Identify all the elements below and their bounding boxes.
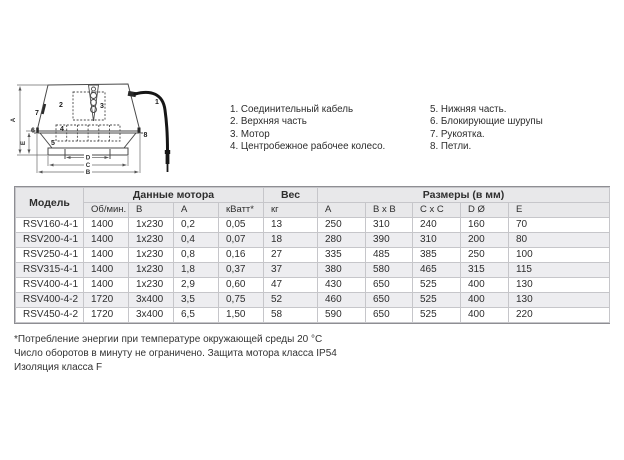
value-cell: 0,75 bbox=[219, 293, 264, 308]
model-cell: RSV250-4-1 bbox=[16, 248, 84, 263]
value-cell: 250 bbox=[461, 248, 509, 263]
value-cell: 3x400 bbox=[129, 308, 174, 323]
column-subheader: кг bbox=[264, 203, 318, 218]
footnote-line: Изоляция класса F bbox=[14, 362, 103, 373]
value-cell: 70 bbox=[509, 218, 610, 233]
legend-item: 2. Верхняя часть bbox=[230, 116, 307, 128]
value-cell: 220 bbox=[509, 308, 610, 323]
column-subheader: C x C bbox=[413, 203, 461, 218]
value-cell: 115 bbox=[509, 263, 610, 278]
legend-item: 7. Рукоятка. bbox=[430, 128, 485, 140]
value-cell: 0,05 bbox=[219, 218, 264, 233]
value-cell: 0,07 bbox=[219, 233, 264, 248]
legend-item: 1. Соединительный кабель bbox=[230, 104, 354, 115]
value-cell: 580 bbox=[366, 263, 413, 278]
value-cell: 1x230 bbox=[129, 233, 174, 248]
table-row bbox=[16, 233, 610, 248]
value-cell: 310 bbox=[413, 233, 461, 248]
callout-lower-part: 5 bbox=[51, 140, 55, 147]
dimensions-group-header: Размеры (в мм) bbox=[318, 188, 610, 203]
value-cell: 465 bbox=[413, 263, 461, 278]
callout-impeller: 4 bbox=[60, 126, 64, 133]
dim-label-c: C bbox=[85, 162, 91, 169]
model-cell: RSV400-4-1 bbox=[16, 278, 84, 293]
footnote-line: Число оборотов в минуту не ограничено. Защита мотора класса IP54 bbox=[14, 348, 337, 359]
value-cell: 160 bbox=[461, 218, 509, 233]
dim-label-b: B bbox=[85, 169, 91, 176]
value-cell: 1,8 bbox=[174, 263, 219, 278]
dim-label-d: D bbox=[85, 154, 91, 162]
value-cell: 650 bbox=[366, 293, 413, 308]
value-cell: 6,5 bbox=[174, 308, 219, 323]
value-cell: 1x230 bbox=[129, 278, 174, 293]
value-cell: 100 bbox=[509, 248, 610, 263]
value-cell: 1400 bbox=[84, 233, 129, 248]
value-cell: 37 bbox=[264, 263, 318, 278]
legend-item: 5. Нижняя часть. bbox=[430, 104, 507, 115]
hinge-mark bbox=[138, 128, 141, 133]
value-cell: 0,4 bbox=[174, 233, 219, 248]
value-cell: 250 bbox=[318, 218, 366, 233]
legend-item: 3. Мотор bbox=[230, 128, 270, 140]
model-cell: RSV400-4-2 bbox=[16, 293, 84, 308]
legend-item: 6. Блокирующие шурупы bbox=[430, 116, 543, 128]
callout-handle: 7 bbox=[35, 110, 39, 117]
table-row bbox=[16, 278, 610, 293]
value-cell: 3,5 bbox=[174, 293, 219, 308]
value-cell: 3x400 bbox=[129, 293, 174, 308]
legend-left bbox=[230, 104, 385, 153]
value-cell: 485 bbox=[366, 248, 413, 263]
value-cell: 80 bbox=[509, 233, 610, 248]
fan-diagram bbox=[4, 80, 229, 192]
spec-table-body bbox=[16, 218, 610, 323]
value-cell: 525 bbox=[413, 308, 461, 323]
dim-label-e: E bbox=[20, 140, 27, 146]
value-cell: 0,37 bbox=[219, 263, 264, 278]
model-cell: RSV160-4-1 bbox=[16, 218, 84, 233]
spec-table bbox=[15, 187, 610, 323]
value-cell: 27 bbox=[264, 248, 318, 263]
value-cell: 0,16 bbox=[219, 248, 264, 263]
value-cell: 650 bbox=[366, 278, 413, 293]
value-cell: 1400 bbox=[84, 218, 129, 233]
fan-diagram-drawing bbox=[4, 80, 229, 192]
value-cell: 240 bbox=[413, 218, 461, 233]
callout-cable: 1 bbox=[155, 99, 159, 106]
value-cell: 130 bbox=[509, 293, 610, 308]
legend-item: 8. Петли. bbox=[430, 140, 472, 152]
column-subheader: E bbox=[509, 203, 610, 218]
legend-right bbox=[430, 104, 543, 153]
callout-upper-part: 2 bbox=[59, 102, 63, 109]
table-row bbox=[16, 308, 610, 323]
value-cell: 52 bbox=[264, 293, 318, 308]
model-cell: RSV450-4-2 bbox=[16, 308, 84, 323]
column-subheader: В bbox=[129, 203, 174, 218]
value-cell: 280 bbox=[318, 233, 366, 248]
value-cell: 1x230 bbox=[129, 263, 174, 278]
value-cell: 0,8 bbox=[174, 248, 219, 263]
value-cell: 400 bbox=[461, 278, 509, 293]
model-column-header: Модель bbox=[16, 188, 84, 218]
column-subheader: А bbox=[174, 203, 219, 218]
footnotes bbox=[14, 333, 337, 375]
value-cell: 380 bbox=[318, 263, 366, 278]
weight-group-header: Вес bbox=[264, 188, 318, 203]
value-cell: 1720 bbox=[84, 293, 129, 308]
dimension-lines bbox=[17, 85, 140, 173]
value-cell: 1720 bbox=[84, 308, 129, 323]
value-cell: 1400 bbox=[84, 263, 129, 278]
table-row bbox=[16, 218, 610, 233]
value-cell: 525 bbox=[413, 278, 461, 293]
model-cell: RSV200-4-1 bbox=[16, 233, 84, 248]
value-cell: 130 bbox=[509, 278, 610, 293]
group-header-row bbox=[16, 188, 610, 203]
locking-screw-mark bbox=[36, 128, 39, 133]
value-cell: 0,60 bbox=[219, 278, 264, 293]
value-cell: 200 bbox=[461, 233, 509, 248]
callout-motor: 3 bbox=[100, 103, 104, 110]
value-cell: 1400 bbox=[84, 278, 129, 293]
value-cell: 590 bbox=[318, 308, 366, 323]
value-cell: 2,9 bbox=[174, 278, 219, 293]
column-subheader: B x B bbox=[366, 203, 413, 218]
column-subheader: кВатт* bbox=[219, 203, 264, 218]
value-cell: 47 bbox=[264, 278, 318, 293]
value-cell: 460 bbox=[318, 293, 366, 308]
column-subheader: D Ø bbox=[461, 203, 509, 218]
footnote-line: *Потребление энергии при температуре окружающей среды 20 °C bbox=[14, 334, 323, 345]
value-cell: 310 bbox=[366, 218, 413, 233]
subheader-row bbox=[16, 203, 610, 218]
value-cell: 385 bbox=[413, 248, 461, 263]
spec-table-wrap bbox=[14, 186, 610, 324]
table-row bbox=[16, 293, 610, 308]
value-cell: 1400 bbox=[84, 248, 129, 263]
motor-data-group-header: Данные мотора bbox=[84, 188, 264, 203]
value-cell: 1x230 bbox=[129, 218, 174, 233]
value-cell: 650 bbox=[366, 308, 413, 323]
model-cell: RSV315-4-1 bbox=[16, 263, 84, 278]
table-row bbox=[16, 263, 610, 278]
legend-item: 4. Центробежное рабочее колесо. bbox=[230, 140, 386, 152]
value-cell: 315 bbox=[461, 263, 509, 278]
callout-screws: 6 bbox=[31, 127, 35, 135]
column-subheader: Об/мин. bbox=[84, 203, 129, 218]
value-cell: 400 bbox=[461, 293, 509, 308]
value-cell: 335 bbox=[318, 248, 366, 263]
callout-hinges: 8 bbox=[143, 132, 148, 139]
table-row bbox=[16, 248, 610, 263]
housing-outline bbox=[34, 84, 143, 159]
value-cell: 0,2 bbox=[174, 218, 219, 233]
column-subheader: A bbox=[318, 203, 366, 218]
value-cell: 400 bbox=[461, 308, 509, 323]
dim-label-a: A bbox=[10, 117, 17, 123]
value-cell: 13 bbox=[264, 218, 318, 233]
value-cell: 390 bbox=[366, 233, 413, 248]
value-cell: 18 bbox=[264, 233, 318, 248]
value-cell: 430 bbox=[318, 278, 366, 293]
value-cell: 1,50 bbox=[219, 308, 264, 323]
value-cell: 58 bbox=[264, 308, 318, 323]
value-cell: 1x230 bbox=[129, 248, 174, 263]
value-cell: 525 bbox=[413, 293, 461, 308]
